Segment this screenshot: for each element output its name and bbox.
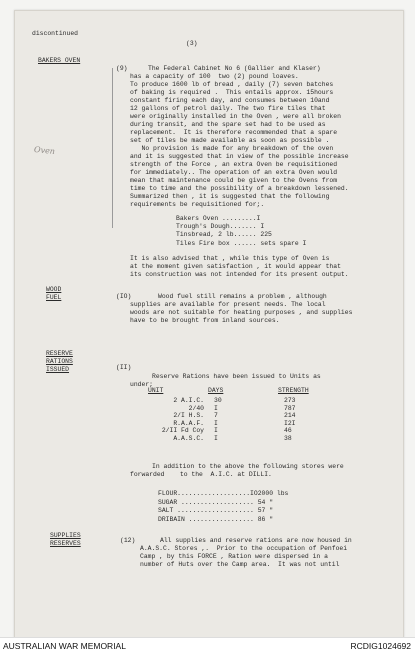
column-header-unit: UNIT — [148, 387, 164, 394]
margin-heading-bakers-oven: BAKERS OVEN — [38, 57, 81, 64]
list-item: Bakers Oven .........I — [176, 215, 261, 222]
para-11-addition-line: In addition to the above the following stores were — [152, 463, 344, 470]
para-11-line: under; — [130, 381, 154, 388]
para-9-line: has a capacity of 100 two (2) pound loaves. — [130, 73, 299, 80]
para-9-closing-line: its construction was not intended for its present output. — [130, 271, 349, 278]
table-row: R.A.A.F. I I2I — [173, 419, 296, 427]
para-9-line: for immediately.. The operation of an extra Oven would — [130, 169, 338, 176]
margin-heading-rations: RATIONS — [46, 358, 73, 365]
footer-id: RCDIG1024692 — [350, 641, 411, 651]
para-10-line: have to be brought from inland sources. — [130, 317, 280, 324]
para-11-number: (II) — [116, 364, 132, 371]
list-item: Tiles Fire box ...... sets spare I — [176, 239, 307, 247]
para-9-line: and it is suggested that in view of the possible increase — [130, 153, 349, 160]
table-row: 2 A.I.C. 30 273 — [173, 397, 296, 404]
handwritten-margin-note: Oven — [33, 144, 56, 157]
para-10-line: Wood fuel still remains a problem , although — [158, 293, 327, 300]
table-row: A.A.S.C. I 38 — [173, 434, 292, 442]
margin-heading-supplies: SUPPLIES — [50, 532, 81, 539]
rations-table — [140, 397, 344, 443]
margin-heading-reserve: RESERVE — [46, 350, 73, 357]
list-item: SUGAR ................... 54 " — [158, 498, 274, 506]
margin-heading-reserves: RESERVES — [50, 540, 81, 547]
column-header-strength: STRENGTH — [278, 387, 309, 394]
para-9-line: constant firing each day, and consumes between 10and — [130, 97, 330, 104]
table-row: 2/40 I 787 — [188, 404, 296, 412]
para-9-line: replacement. It is therefore recommended that a spare — [130, 129, 338, 136]
list-item: FLOUR...................IO2000 lbs — [158, 490, 289, 497]
para-9-line: mean that maintenance could be given to the Ovens from — [130, 177, 338, 184]
para-12-line: A.A.S.C. Stores ,. Prior to the occupation of Penfoei — [140, 545, 348, 552]
list-item: Tinsbread, 2 lb...... 225 — [176, 231, 272, 239]
para-9-line: were originally installed in the Oven , were all broken — [130, 113, 341, 120]
para-9-closing-line: It is also advised that , while this type of Oven is — [130, 255, 330, 262]
para-9-line: strength of the Force , an extra Oven be requisitioned — [130, 161, 338, 168]
para-10-line: supplies are available for present needs. The local — [130, 301, 326, 308]
para-9-line: 12 gallons of petrol daily. The two fire tiles that — [130, 105, 326, 112]
list-item: Trough's Dough....... I — [176, 223, 265, 231]
para-9-line: Summarized then , it is suggested that the following — [130, 193, 330, 200]
discontinued-note: discontinued — [32, 30, 79, 37]
para-12-line: All supplies and reserve rations are now housed in — [160, 537, 352, 544]
margin-heading-issued: ISSUED — [46, 366, 70, 373]
para-9-line: set of tiles be made available as soon as possible . — [130, 137, 330, 144]
requirements-list — [176, 215, 306, 248]
table-row: 2/II Fd Coy I 46 — [161, 427, 292, 435]
para-9-line: To produce 1600 lb of bread , daily (7) seven batches — [130, 81, 334, 88]
para-11-addition-line: forwarded to the A.I.C. at DILLI. — [130, 471, 272, 478]
para-9-line: The Federal Cabinet No 6 (Gallier and Klaser) — [148, 65, 321, 72]
column-header-days: DAYS — [208, 387, 224, 394]
para-11-line: Reserve Rations have been issued to Units as — [152, 373, 321, 380]
archive-footer — [0, 637, 415, 654]
para-10-number: (IO) — [116, 293, 132, 300]
table-row: 2/I H.S. 7 214 — [173, 412, 296, 420]
para-9-line: No provision is made for any breakdown of the oven — [130, 145, 334, 152]
margin-heading-fuel: FUEL — [46, 294, 62, 301]
page-number: (3) — [186, 40, 198, 47]
para-12-number: (12) — [120, 537, 136, 544]
margin-vertical-line — [112, 68, 113, 228]
para-9-line: requirements be requisitioned for;. — [130, 201, 265, 208]
para-9-closing-line: at the moment given satisfaction , it would appear that — [130, 263, 341, 270]
list-item: DRIBAIN ................. 86 " — [158, 515, 274, 523]
list-item: SALT .................... 57 " — [158, 507, 274, 515]
footer-source: AUSTRALIAN WAR MEMORIAL — [3, 641, 126, 651]
para-9-line: of baking is required . This entails approx. 15hours — [130, 89, 334, 96]
para-9-number: (9) — [116, 65, 128, 72]
para-10-line: woods are not suitable for heating purposes , and supplies — [130, 309, 353, 316]
margin-heading-wood: WOOD — [46, 286, 62, 293]
stores-list — [158, 490, 288, 524]
para-9-line: during transit, and the spare set had to be used as — [130, 121, 326, 128]
para-9-line: time to time and the possibility of a breakdown lessened. — [130, 185, 349, 192]
para-12-line: Camp , by this FORCE , Ration were dispersed in a — [140, 553, 328, 560]
para-12-line: number of Huts over the Camp area. It was not until — [140, 561, 340, 568]
